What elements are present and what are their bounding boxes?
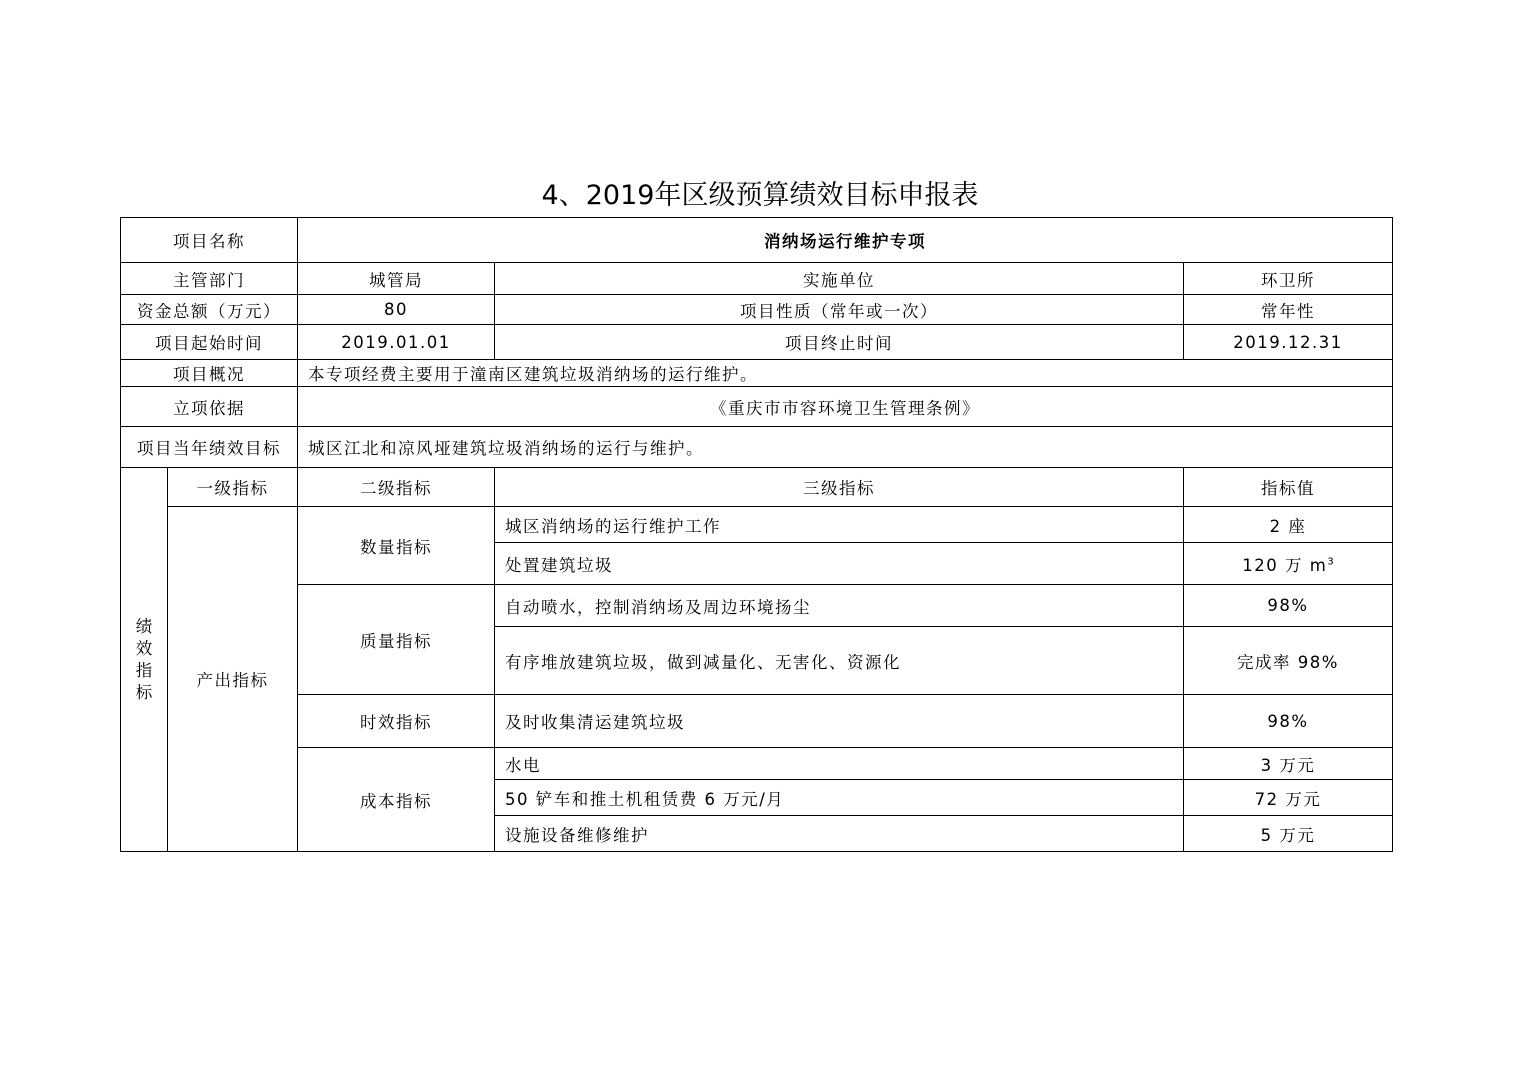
level3-text: 及时收集清运建筑垃圾 (495, 695, 1184, 748)
level2-cost: 成本指标 (298, 748, 495, 852)
level3-text: 处置建筑垃圾 (495, 543, 1184, 585)
start-label: 项目起始时间 (121, 325, 298, 360)
impl-label: 实施单位 (495, 263, 1184, 295)
row-fund (121, 295, 1393, 325)
performance-target-table (120, 217, 1393, 852)
page-title: 4、2019年区级预算绩效目标申报表 (541, 180, 979, 211)
indicator-value: 3 万元 (1184, 748, 1393, 780)
nature-value: 常年性 (1184, 295, 1393, 325)
table-row (121, 507, 1393, 543)
table-row (121, 748, 1393, 780)
indicator-value: 5 万元 (1184, 816, 1393, 852)
dept-label: 主管部门 (121, 263, 298, 295)
header-level2: 二级指标 (298, 468, 495, 507)
header-value: 指标值 (1184, 468, 1393, 507)
dept-value: 城管局 (298, 263, 495, 295)
table-row (121, 695, 1393, 748)
indicator-value: 120 万 $m^3$ (1184, 543, 1393, 585)
start-value: 2019.01.01 (298, 325, 495, 360)
end-label: 项目终止时间 (495, 325, 1184, 360)
level3-text: 有序堆放建筑垃圾，做到减量化、无害化、资源化 (495, 627, 1184, 695)
level2-timeliness: 时效指标 (298, 695, 495, 748)
performance-indicators-label: 绩效指标 (121, 468, 168, 852)
level3-text: 设施设备维修维护 (495, 816, 1184, 852)
overview-value: 本专项经费主要用于潼南区建筑垃圾消纳场的运行维护。 (298, 360, 1393, 387)
row-goal (121, 427, 1393, 468)
level3-text: 50 铲车和推土机租赁费 6 万元/月 (495, 780, 1184, 816)
nature-label: 项目性质（常年或一次） (495, 295, 1184, 325)
row-basis (121, 387, 1393, 427)
goal-label: 项目当年绩效目标 (121, 427, 298, 468)
level3-text: 城区消纳场的运行维护工作 (495, 507, 1184, 543)
level3-text: 自动喷水，控制消纳场及周边环境扬尘 (495, 585, 1184, 627)
row-overview (121, 360, 1393, 387)
overview-label: 项目概况 (121, 360, 298, 387)
end-value: 2019.12.31 (1184, 325, 1393, 360)
indicator-value: 98% (1184, 585, 1393, 627)
basis-label: 立项依据 (121, 387, 298, 427)
row-project-name (121, 218, 1393, 263)
row-indicator-header (121, 468, 1393, 507)
level2-quality: 质量指标 (298, 585, 495, 695)
header-level1: 一级指标 (168, 468, 298, 507)
project-name-value: 消纳场运行维护专项 (298, 218, 1393, 263)
project-name-label: 项目名称 (121, 218, 298, 263)
basis-value: 《重庆市市容环境卫生管理条例》 (298, 387, 1393, 427)
indicator-value: 完成率 98% (1184, 627, 1393, 695)
header-level3: 三级指标 (495, 468, 1184, 507)
row-dates (121, 325, 1393, 360)
fund-label: 资金总额（万元） (121, 295, 298, 325)
indicator-value: 72 万元 (1184, 780, 1393, 816)
level3-text: 水电 (495, 748, 1184, 780)
level1-output-indicator: 产出指标 (168, 507, 298, 852)
level2-quantity: 数量指标 (298, 507, 495, 585)
row-department (121, 263, 1393, 295)
fund-value: 80 (298, 295, 495, 325)
indicator-value: 2 座 (1184, 507, 1393, 543)
table-row (121, 585, 1393, 627)
impl-value: 环卫所 (1184, 263, 1393, 295)
goal-value: 城区江北和凉风垭建筑垃圾消纳场的运行与维护。 (298, 427, 1393, 468)
indicator-value: 98% (1184, 695, 1393, 748)
